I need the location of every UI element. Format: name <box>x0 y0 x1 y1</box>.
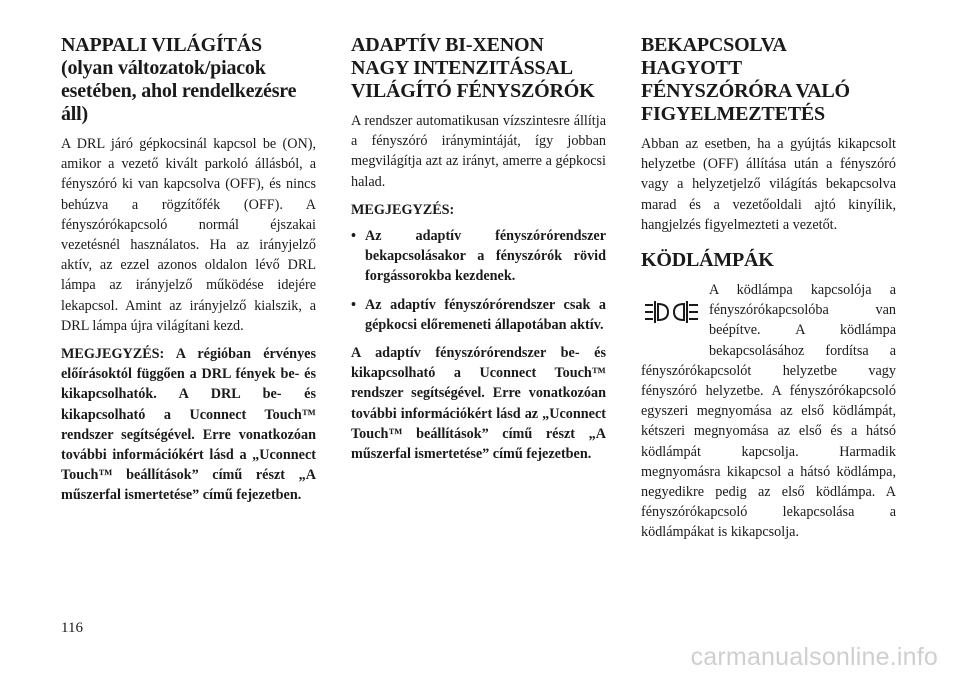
heading-line: FÉNYSZÓRÓRA VALÓ <box>641 80 850 102</box>
bullet-mark: • <box>351 228 356 245</box>
page-number: 116 <box>61 620 83 636</box>
heading-line: NAPPALI VILÁGÍTÁS <box>61 34 262 56</box>
adaptive-closing: A adaptív fényszórórendszer be- és kikapcsolható a Uconnect Touch™ rendszer segítségével. Erre vonatkozóan további információkért lásd az „Uconnect Touch™ beállítások” című részt „A műszerfal ismertetése” című fejezetben. <box>351 345 606 463</box>
list-item <box>351 295 606 335</box>
fog-lamp-icon <box>641 280 703 344</box>
adaptive-note-heading: MEGJEGYZÉS: <box>351 201 455 218</box>
heading-line: FIGYELMEZTETÉS <box>641 103 825 125</box>
heading-line: BEKAPCSOLVA <box>641 34 787 56</box>
fog-section <box>641 280 896 543</box>
heading-line: NAGY INTENZITÁSSAL <box>351 57 573 79</box>
heading-line: VILÁGÍTÓ FÉNYSZÓRÓK <box>351 80 595 102</box>
heading-line: esetében, ahol rendelkezésre áll) <box>61 80 297 125</box>
list-item-text: Az adaptív fényszórórendszer csak a gépkocsi előremeneti állapotában aktív. <box>365 296 606 333</box>
heading-line: HAGYOTT <box>641 57 742 79</box>
adaptive-note-list <box>351 226 606 335</box>
drl-note: MEGJEGYZÉS: A régióban érvényes előírásoktól függően a DRL fények be- és kikapcsolhatók. A DRL be- és kikapcsolható a Uconnect Touch™ rendszer segítségével. Erre vonatkozóan további információkért lásd a „Uconnect Touch™ beállítások” című részt „A műszerfal ismertetése” című fejezetben. <box>61 346 316 504</box>
heading-line: (olyan változatok/piacok <box>61 57 266 79</box>
drl-heading <box>61 34 316 126</box>
column-drl <box>61 34 316 514</box>
warning-body: Abban az esetben, ha a gyújtás kikapcsolt helyzetbe (OFF) állítása után a fényszóró vagy a helyzetjelző világítás bekapcsolva marad és a vezetőoldali ajtó kinyílik, hangjelzés figyelmezteti a vezetőt. <box>641 136 896 233</box>
fog-body: A ködlámpa kapcsolója a fényszórókapcsolóba van beépítve. A ködlámpa bekapcsolásához fordítsa a fényszórókapcsolót helyzetbe vagy fényszóró helyzetbe. A fényszórókapcsoló egyszeri megnyomása az első ködlámpát, kétszeri megnyomása az első és a hátsó ködlámpát kapcsolja. Harmadik megnyomásra kikapcsol a hátsó ködlámpa, negyedikre pedig az első ködlámpa. A fényszórókapcsoló lekapcsolása a ködlámpákat is kikapcsolja. <box>641 282 896 541</box>
list-item-text: Az adaptív fényszórórendszer bekapcsolásakor a fényszórók rövid forgássorokba kezdenek. <box>365 228 606 285</box>
fog-heading: KÖDLÁMPÁK <box>641 249 774 272</box>
list-item <box>351 226 606 287</box>
adaptive-body: A rendszer automatikusan vízszintesre állítja a fényszóró iránymintáját, így jobban megvilágítja azt az irányt, amerre a gépkocsi halad. <box>351 113 606 190</box>
column-headlamp-warning <box>641 34 896 551</box>
watermark: carmanualsonline.info <box>690 643 938 671</box>
adaptive-heading <box>351 34 606 103</box>
heading-line: ADAPTÍV BI-XENON <box>351 34 544 56</box>
drl-body: A DRL járó gépkocsinál kapcsol be (ON), amikor a vezető kivált parkoló állásból, a fényszóró ki van kapcsolva (OFF), és nincs behúzva a rögzítőfék (OFF). A fényszórókapcsoló normál éjszakai vezetésnél használatos. Ha az irányjelző aktív, az ezzel azonos oldalon lévő DRL lámpa az irányjelző működése idejére lekapcsol. Amint az irányjelző kialszik, a DRL lámpa újra világítani kezd. <box>61 136 316 334</box>
column-adaptive-headlamps <box>351 34 606 472</box>
bullet-mark: • <box>351 296 356 313</box>
warning-heading <box>641 34 896 126</box>
